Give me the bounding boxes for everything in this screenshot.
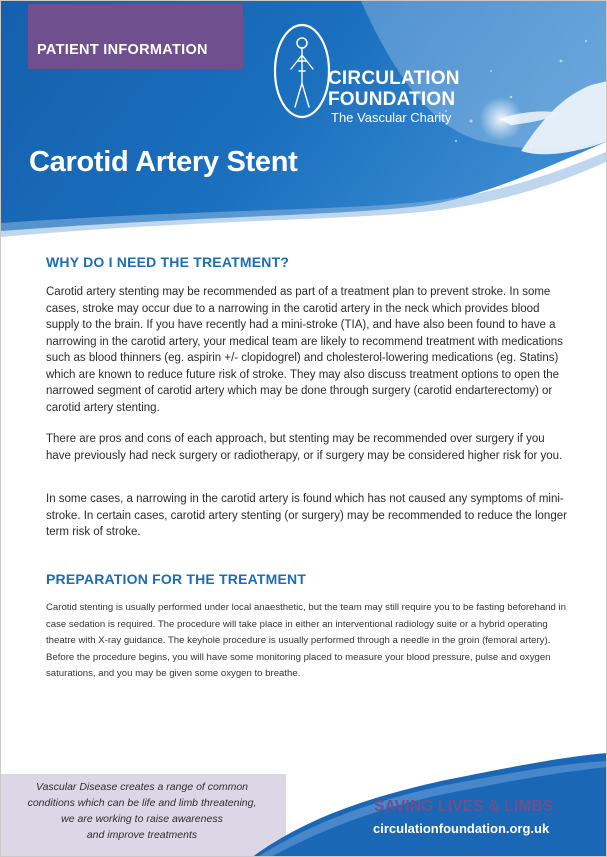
circulation-foundation-logo	[269, 21, 474, 131]
preparation-heading: PREPARATION FOR THE TREATMENT	[46, 571, 307, 587]
logo-name-line1: CIRCULATION	[328, 68, 460, 89]
why-paragraph-2: There are pros and cons of each approach, but stenting may be recommended over surgery if you have previously had neck surgery or radiotherapy, or if surgery may be considered higher risk for you.	[46, 433, 563, 462]
slogan: SAVING LIVES & LIMBS	[374, 798, 554, 815]
page-title: Carotid Artery Stent	[29, 146, 298, 178]
logo-tagline: The Vascular Charity	[331, 110, 452, 125]
website-link[interactable]: circulationfoundation.org.uk	[373, 821, 550, 836]
patient-information-badge	[28, 4, 243, 69]
footer-banner	[1, 741, 607, 857]
logo-name-line2: FOUNDATION	[328, 89, 456, 110]
preparation-paragraph: Carotid stenting is usually performed under local anaesthetic, but the team may still require you to be fasting beforehand in case sedation is required. The procedure will take place in either an interventional radiology suite or a hybrid operating theatre with X-ray guidance. The keyhole procedure is usually performed through a needle in the groin (femoral artery). Before the procedure begins, you will have some monitoring placed to measure your blood pressure, pulse and oxygen saturations, and you may be given some oxygen to breathe.	[46, 602, 566, 680]
awareness-line: and improve treatments	[86, 829, 198, 841]
awareness-line: conditions which can be life and limb threatening,	[27, 797, 257, 809]
awareness-message	[13, 779, 271, 843]
vascular-figure-icon	[269, 21, 331, 121]
why-heading: WHY DO I NEED THE TREATMENT?	[46, 254, 290, 270]
why-paragraph-3: In some cases, a narrowing in the carotid artery is found which has not caused any symptoms of mini-stroke. In certain cases, carotid artery stenting (or surgery) may be recommended to reduce the longer term risk of stroke.	[46, 493, 567, 538]
why-paragraph-1: Carotid artery stenting may be recommended as part of a treatment plan to prevent stroke. In some cases, stroke may occur due to a narrowing in the carotid artery in the neck which provides blood supply to the brain. If you have recently had a mini-stroke (TIA), and have also been found to have a narrowing in the carotid artery, your medical team are likely to recommend treatment with medications such as blood thinners (eg. aspirin +/- clopidogrel) and cholesterol-lowering medications (eg. Statins) which are known to reduce future risk of stroke. They may also discuss treatment options to open the narrowed segment of carotid artery which may be done through surgery (carotid endarterectomy) or carotid artery stenting.	[46, 286, 563, 414]
header-banner	[1, 1, 607, 241]
badge-label: PATIENT INFORMATION	[37, 42, 208, 58]
awareness-line: we are working to raise awareness	[61, 813, 223, 825]
awareness-line: Vascular Disease creates a range of common	[35, 781, 249, 793]
